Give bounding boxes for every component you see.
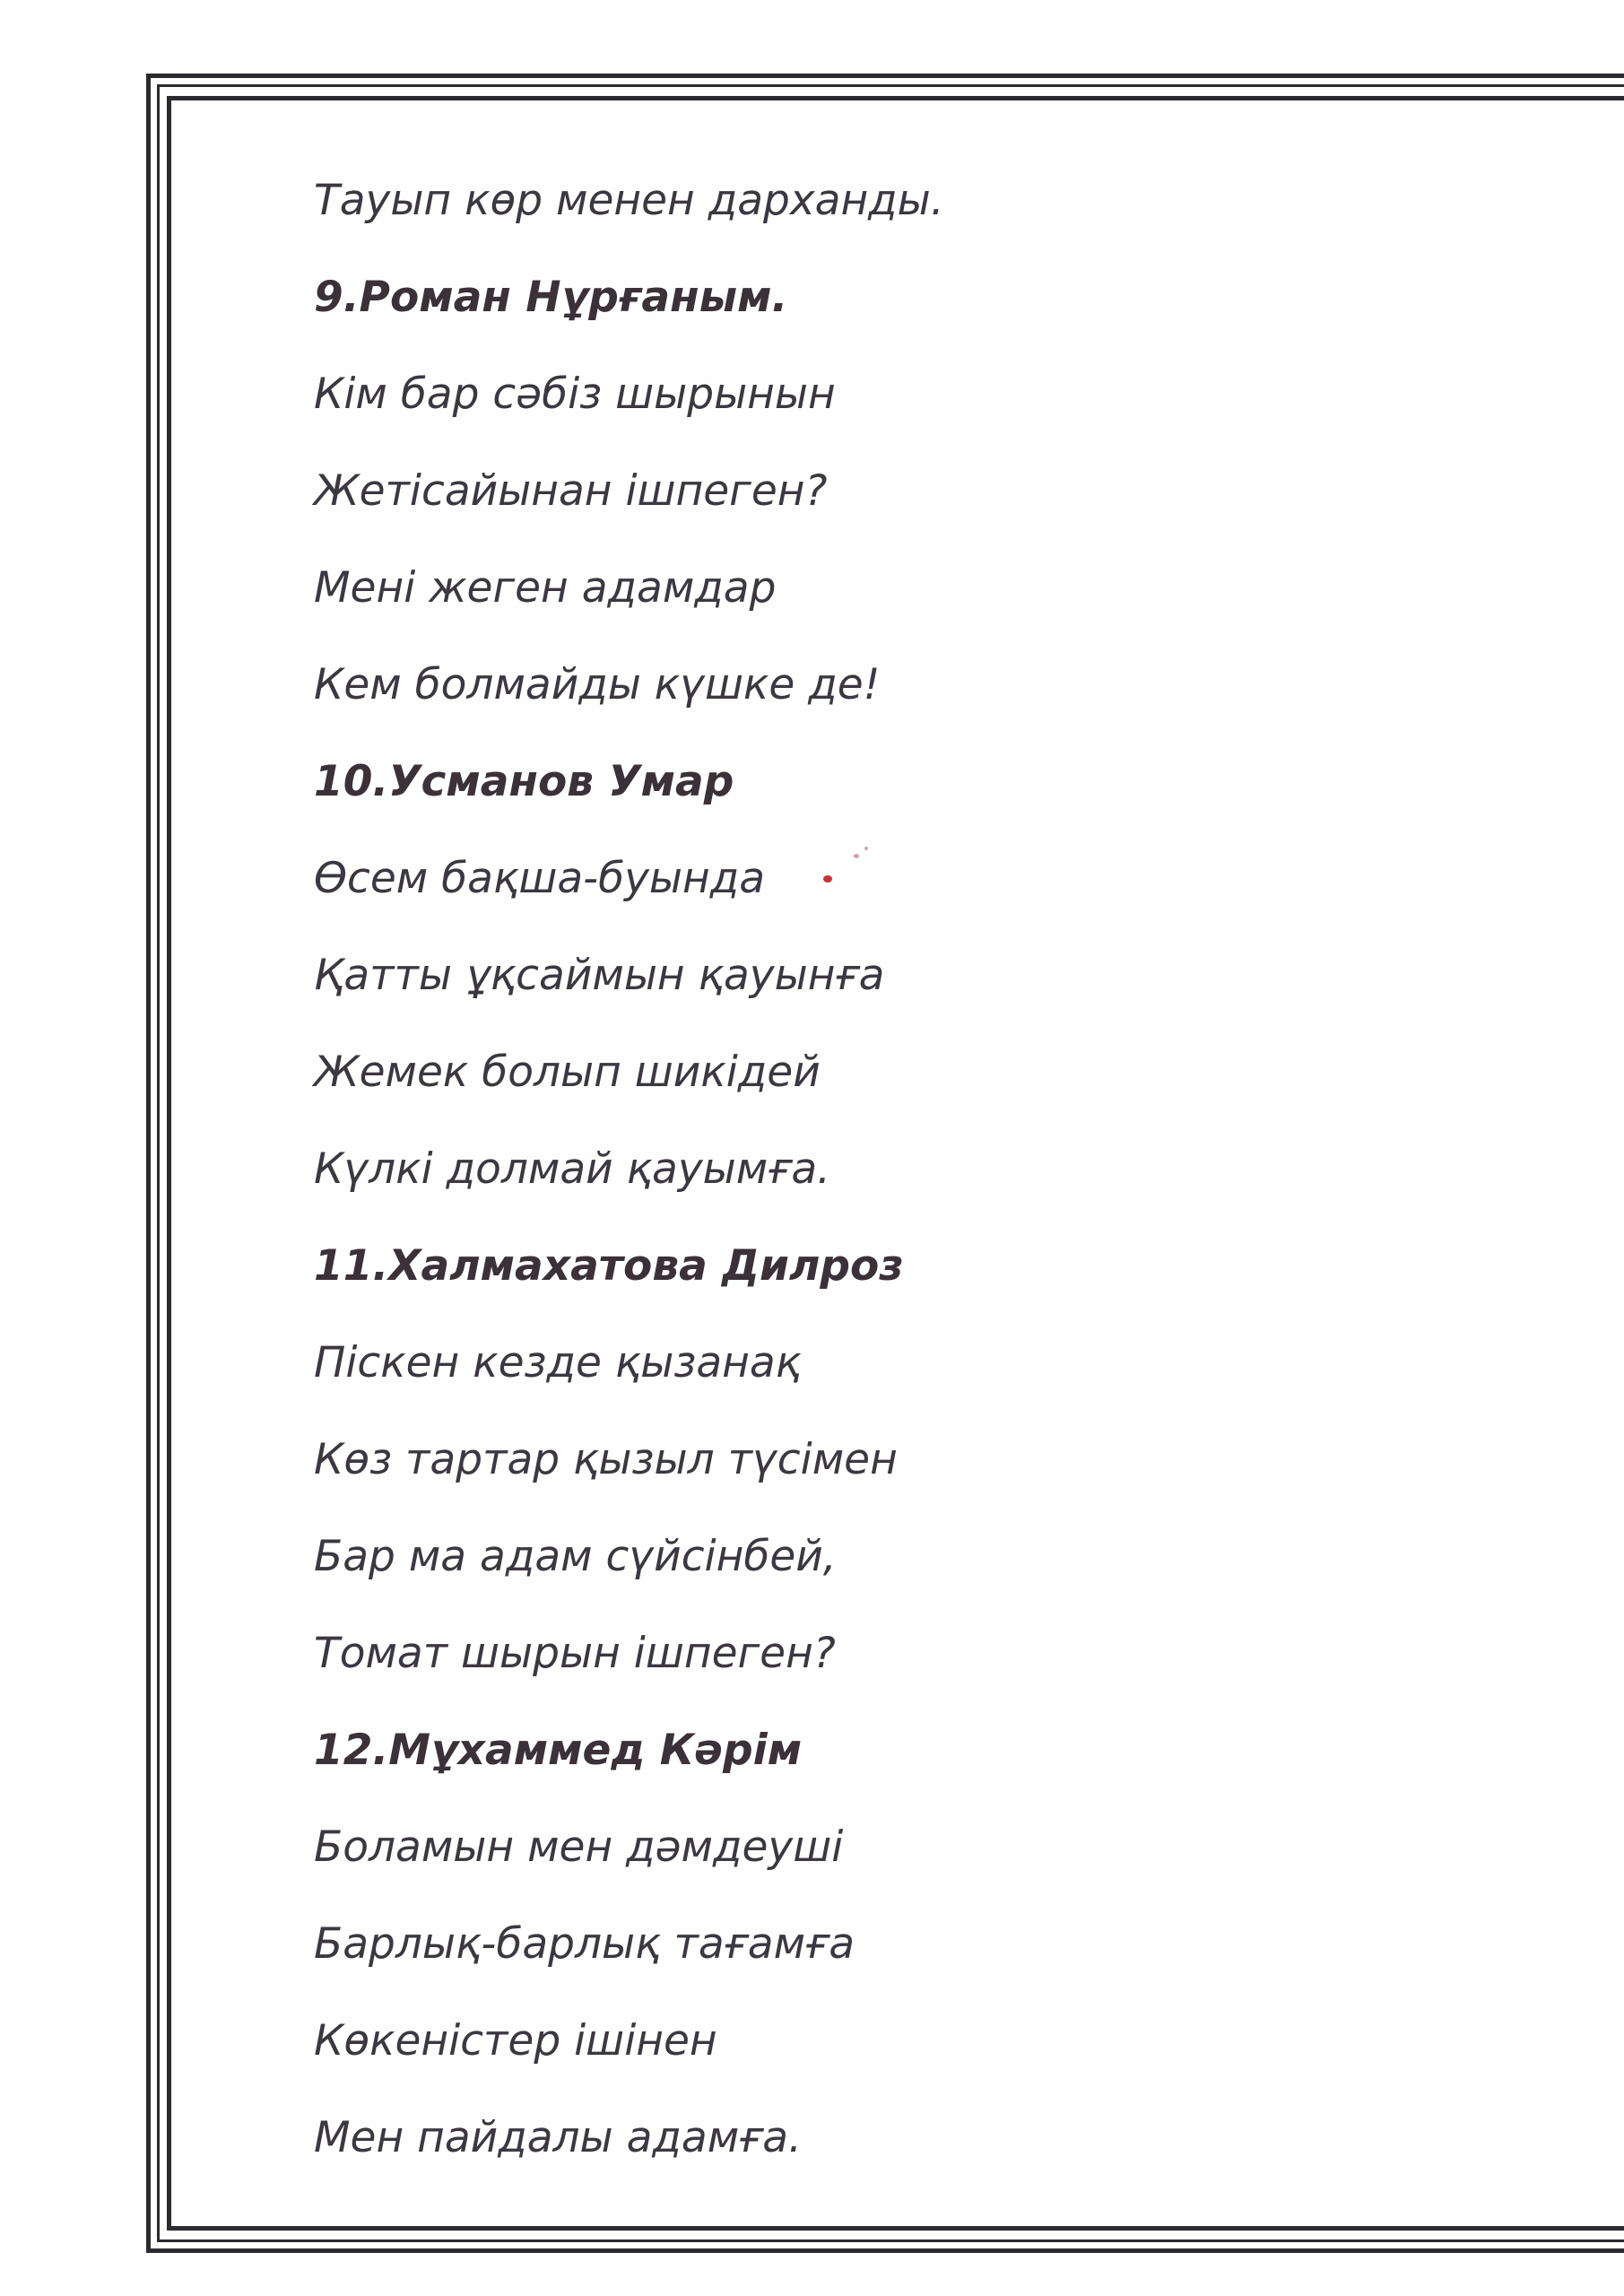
poem-line: Күлкі долмай қауымға. [314, 1144, 831, 1194]
poem-line: Мен пайдалы адамға. [314, 2113, 803, 2162]
poem-line: Піскен кезде қызанақ [314, 1338, 802, 1387]
poem-line: Кем болмайды күшке де! [314, 660, 881, 709]
poem-line: Боламын мен дәмдеуші [314, 1822, 844, 1872]
poem-line: Көз тартар қызыл түсімен [314, 1435, 898, 1484]
poem-line: Мені жеген адамдар [314, 563, 777, 613]
poem-line: Қатты ұқсаймын қауынға [314, 951, 885, 1000]
poem-line: Барлық-барлық тағамға [314, 1919, 855, 1969]
poem-line: Жемек болып шикідей [314, 1048, 821, 1097]
author-heading: 11.Халмахатова Дилроз [314, 1241, 904, 1291]
poem-line: Тауып көр менен дарханды. [314, 176, 944, 225]
poem-text [314, 161, 1480, 2196]
poem-line: Өсем бақша-буында [314, 854, 766, 903]
poem-line: Көкеністер ішінен [314, 2016, 717, 2066]
poem-line: Жетісайынан ішпеген? [314, 466, 828, 516]
poem-line: Кім бар сәбіз шырынын [314, 370, 836, 419]
author-heading: 10.Усманов Умар [314, 757, 734, 806]
poem-line: Томат шырын ішпеген? [314, 1629, 836, 1678]
author-heading: 9.Роман Нұрғаным. [314, 273, 788, 322]
author-heading: 12.Мұхаммед Кәрім [314, 1726, 803, 1775]
poem-line: Бар ма адам сүйсінбей, [314, 1532, 837, 1581]
